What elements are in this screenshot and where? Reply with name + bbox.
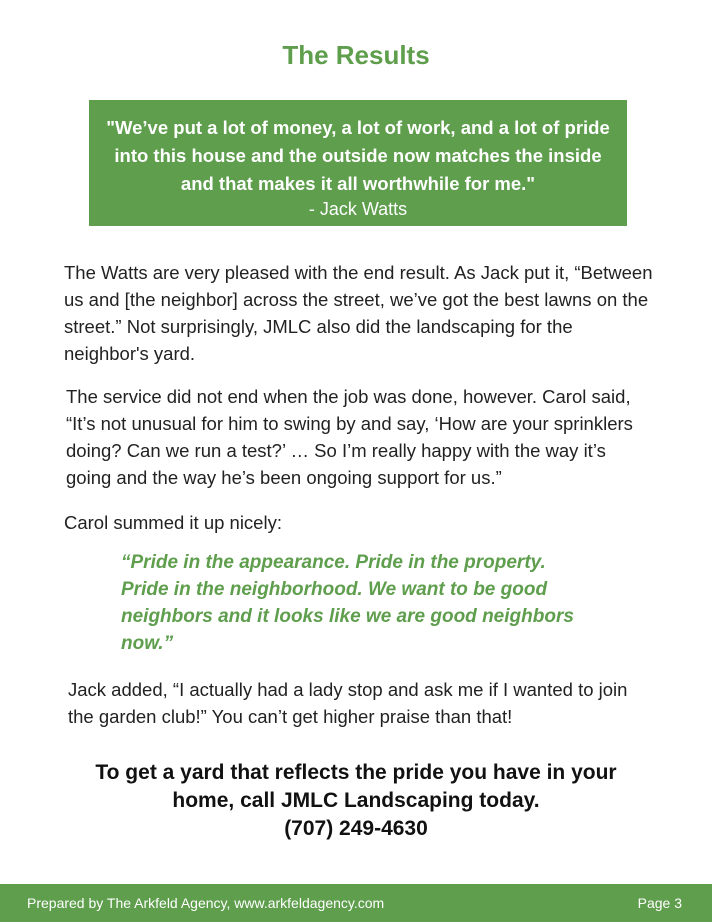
testimonial-quote-text: "We’ve put a lot of money, a lot of work, and a lot of pride into this house and the outside now matches the inside and that makes it all worthwhile for me." [106,117,610,194]
cta-line-2: home, call JMLC Landscaping today. [172,789,540,812]
footer-prepared-by: Prepared by The Arkfeld Agency, www.arkfeldagency.com [27,895,385,911]
paragraph-end-result: The Watts are very pleased with the end result. As Jack put it, “Between us and [the neighbor] across the street, we’ve got the best lawns on the street.” Not surprisingly, JMLC also did the landscaping for the neighbor's yard. [64,262,653,364]
footer-page-number: Page 3 [637,895,682,911]
paragraph-service: The service did not end when the job was done, however. Carol said, “It’s not unusual for him to swing by and say, ‘How are your sprinklers doing? Can we run a test?’ … So I’m really happy with the way it’s going and the way he’s been ongoing support for us.” [66,386,633,488]
paragraph-carol-summary: Carol summed it up nicely: [64,512,282,533]
call-to-action [0,759,712,843]
page-footer [0,884,712,922]
pull-quote: “Pride in the appearance. Pride in the property. Pride in the neighborhood. We want to be good neighbors and it looks like we are good neighbors now.” [121,552,574,654]
cta-phone: (707) 249-4630 [284,817,428,840]
page-title: The Results [282,40,430,70]
testimonial-attribution: - Jack Watts [308,199,408,219]
paragraph-garden-club: Jack added, “I actually had a lady stop and ask me if I wanted to join the garden club!” You can’t get higher praise than that! [68,679,628,727]
cta-line-1: To get a yard that reflects the pride you have in your [95,761,617,784]
testimonial-quote-box [89,100,627,226]
